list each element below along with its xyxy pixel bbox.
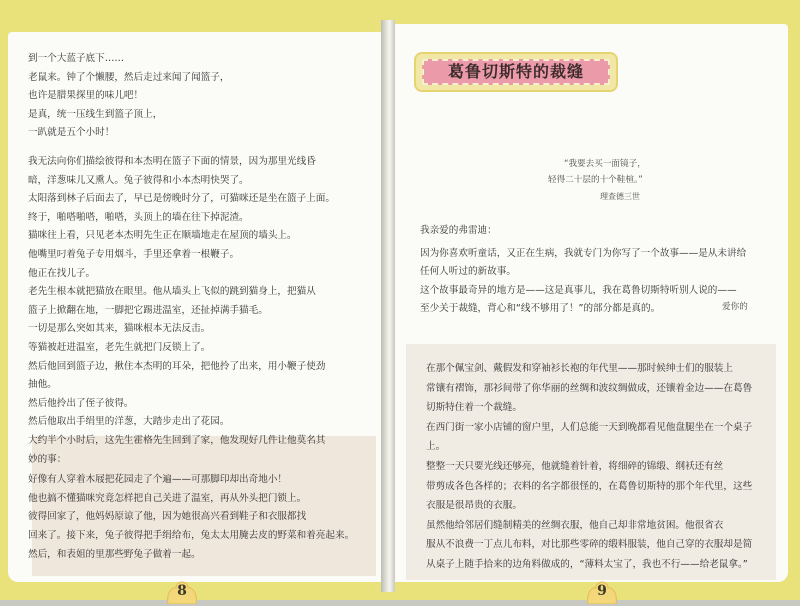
epigraph-line-1: “我要去买一面镜子，: [564, 159, 646, 169]
text-line: 然后他回到篮子边，揪住本杰明的耳朵，把他拎了出来，用小鞭子使劲: [28, 360, 326, 372]
right-page: [392, 24, 788, 582]
text-line: 任何人听过的新故事。: [420, 266, 516, 278]
left-page: [8, 32, 384, 582]
text-line: 在西门街一家小店铺的窗户里，人们总能一天到晚都看见他盘腿坐在一个桌子: [426, 421, 753, 433]
text-line: 在那个佩宝剑、戴假发和穿袖衫长袍的年代里——那时候绅士们的服装上: [426, 363, 733, 374]
text-line: 他正在找儿子。: [28, 267, 96, 279]
text-line: 老先生根本就把猫放在眼里。他从墙头上飞似的跳到猫身上，把猫从: [28, 286, 316, 298]
text-line: 从桌子上随手拾来的边角料做成的，“薄料太宝了，我也不行——给老鼠拿。”: [426, 559, 748, 570]
chapter-title: 葛鲁切斯特的裁缝: [422, 59, 610, 85]
epigraph-attribution: 理查德三世: [600, 192, 640, 201]
text-line: 然后他拎出了侄子彼得。: [28, 397, 134, 409]
text-line: 我无法向你们描绘彼得和本杰明在篮子下面的情景，因为那里光线昏: [28, 156, 316, 167]
text-line: 切斯特住着一个裁缝。: [426, 402, 522, 414]
text-line: 至少关于裁缝，背心和“线不够用了！”的部分都是真的。: [420, 303, 661, 315]
text-line: 妙的事：: [28, 453, 67, 465]
book-gutter: [381, 20, 395, 592]
text-line: 猫咪往上看，只见老本杰明先生正在顺墙地走在屋顶的墙头上。: [28, 230, 297, 242]
text-line: 到一个大蓝子底下……: [28, 53, 124, 64]
text-line: 带剪成各色各样的；衣料的名字都很怪的，在葛鲁切斯特的那个年代里，这些: [426, 480, 753, 492]
text-line: 他嘴里叼着兔子专用烟斗，手里还拿着一根鞭子。: [28, 249, 240, 260]
text-line: 抽他。: [28, 379, 57, 391]
text-line: 太阳落到林子后面去了，早已是傍晚时分了，可猫咪还是坐在篮子上面。: [28, 193, 335, 205]
text-line: 回来了。接下来，兔子彼得把手绢给布，兔太太用腌去皮的野菜和着亮起来。: [28, 530, 355, 541]
text-line: 彼得回家了，他妈妈原谅了他，因为她很高兴看到鞋子和衣服都找: [28, 511, 307, 523]
page-number-left-text: 8: [177, 583, 187, 599]
text-line: 等猫被赶进温室，老先生就把门反锁上了。: [28, 342, 211, 353]
text-line: 上。: [426, 441, 446, 453]
text-line: 衣服是很昂贵的衣服。: [426, 500, 522, 512]
text-line: 然后，和表姐的里那些野兔子做着一起。: [28, 548, 201, 560]
text-line: 也许是腊果探里的味儿吧！: [28, 90, 144, 102]
epigraph-line-2: 轻得二十层的十个鞋楦。”: [548, 175, 643, 185]
text-line: 我亲爱的弗雷迪：: [420, 225, 497, 236]
text-line: 老鼠来。钟了个懒腰，然后走过来闻了闻篮子，: [28, 71, 230, 83]
text-line: 因为你喜欢听童话，又正在生病，我就专门为你写了一个故事——是从未讲给: [420, 247, 747, 259]
text-line: 暗，洋葱味儿又熏人。兔子彼得和小本杰明快哭了。: [28, 174, 249, 186]
text-line: 服从不浪费一丁点儿布料，对比那些零碎的缎料服装，他自己穿的衣服却是简: [426, 539, 753, 551]
text-line: 大约半个小时后，这先生霍格先生回到了家，他发现好几件让他莫名其: [28, 435, 326, 446]
text-line: 这个故事最奇异的地方是——这是真事儿，我在葛鲁切斯特听别人说的——: [420, 284, 737, 296]
chapter-title-box: [416, 54, 616, 90]
text-line: 好像有人穿着木屐把花园走了个遍——可那脚印却出奇地小！: [28, 474, 288, 486]
text-line: 然后他取出手绢里的洋葱，大踏步走出了花园。: [28, 416, 230, 428]
text-line: 终于，啪嗒啪嗒，啪嗒，头顶上的墙在往下掉泥渣。: [28, 211, 249, 223]
text-line: 篮子上掀翻在地，一脚把它踢进温室，还扯掉满手猫毛。: [28, 304, 268, 316]
letter-signature: 爱你的: [722, 302, 748, 312]
text-line: 他也搞不懂猫咪究竟怎样把自己关进了温室，再从外头把门锁上。: [28, 492, 307, 504]
page-number-right-text: 9: [597, 583, 607, 599]
text-line: 常镶有褶饰，那衫间带了你华丽的丝绸和波纹绸做成，还镶着金边——在葛鲁: [426, 382, 753, 394]
text-line: 一趴就是五个小时！: [28, 127, 115, 139]
text-line: 一切是那么突如其来，猫咪根本无法反击。: [28, 323, 211, 335]
text-line: 整整一天只要光线还够亮，他就缝着针着，将细碎的锦缎、纲袄还有丝: [426, 461, 724, 472]
text-line: 是真，统一压线生到篮子顶上，: [28, 108, 163, 120]
text-line: 虽然他给邻居们缝制精美的丝绸衣服，他自己却非常地贫困。他很省衣: [426, 519, 724, 531]
